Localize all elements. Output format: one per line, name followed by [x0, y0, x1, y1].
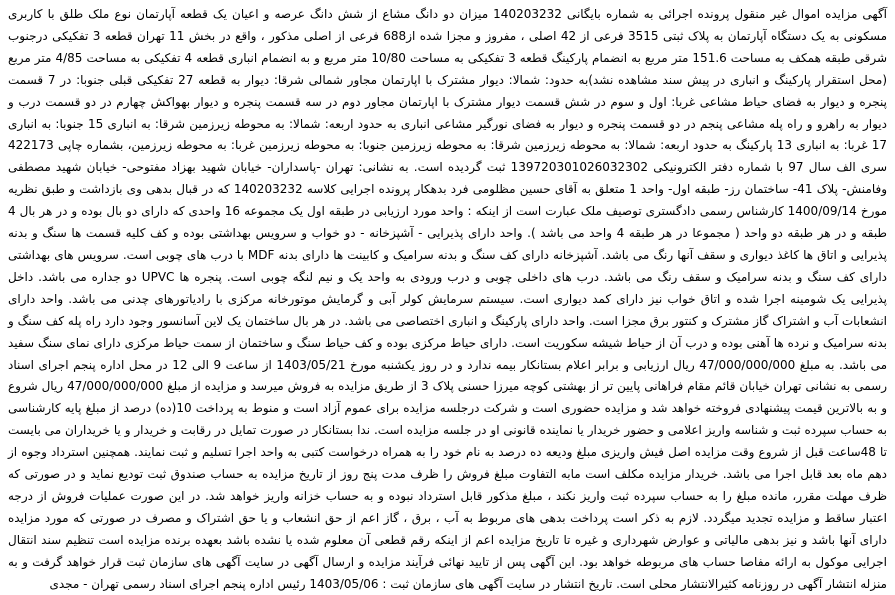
- auction-notice-text: آگهی مزایده اموال غیر منقول پرونده اجرائی به شماره بایگانی 140203232 میزان دو دانگ مشاع از شش دانگ عرصه و اعیان یک قطعه آپارتمان نوع ملک طلق با کاربری مسکونی به یک دستگاه آپارتمان به پلاک ثبتی 3515 فرعی از 42 اصلی ، مفروز و مجزا شده از688 فرعی از اصلی مذکور ، واقع در بخش 11 تهران قطعه 3 تفکیکی درجنوب شرقی طبقه همکف به مساحت 151.6 متر مربع به انضمام پارکینگ قطعه 3 تفکیکی به مساحت 10/80 متر مربع و به انضمام انباری قطعه 4 تفکیکی به مساحت 4/85 متر مربع (محل استقرار پارکینگ و انباری در پیش سند مشاهده نشد)به حدود: شمالا: دیوار مشترک با اپارتمان مجاور شمالی شرقا: دیوار به قطعه 27 تفکیکی قبلی جنوبا: در 7 قسمت پنجره و دیوار به فضای حیاط مشاعی غربا: اول و سوم در شش قسمت دیوار مشترک با اپارتمان مجاور دوم در سه قسمت پنجره و دیوار بهواکش چهارم در دو قسمت درب و دیوار به راهرو و راه پله مشاعی پنجم در دو قسمت پنجره و دیوار به فضای نورگیر مشاعی انباری به حدود اربعه: شمالا: به محوطه زیرزمین شرقا: به انباری 15 جنوبا: به انباری 17 غربا: به انباری 13 پارکینگ به حدود اربعه: شمالا: به محوطه زیرزمین شرقا: به محوطه زیرزمین جنوبا: به محوطه زیرزمین غربا: به محوطه زیرزمین، بشماره چاپی 422173 سری الف سال 97 با شماره دفتر الکترونیکی 139720301026032302 ثبت گردیده است. به نشانی: تهران -پاسداران- خیابان شهید بهزاد مفتوحی- خیابان شهید مصطفی وفامنش- پلاک 41- ساختمان رز- طبقه اول- واحد 1 متعلق به آقای حسین مظلومی فرد بدهکار پرونده اجرایی کلاسه 140203232 که در قبال بدهی وی بازداشت و طبق نظریه مورخ 1400/09/14 کارشناس رسمی دادگستری توصیف ملک عبارت است از اینکه : واحد مورد ارزیابی در طبقه اول یک مجموعه 16 واحدی که دارای دو بال بوده و در هر بال 4 طبقه و در هر طبقه دو واحد ( مجموعا در هر طبقه 4 واحد می باشد ). واحد دارای پذیرایی - آشپزخانه - دو خواب و سرویس بهداشتی بوده و کف کلیه قسمت ها سنگ و بدنه پذیرایی و اتاق ها کاغذ دیواری و سقف آنها رنگ می باشد. آشپزخانه دارای کف سنگ و بدنه سرامیک و کابینت ها دارای بدنه MDF با درب های چوبی است. سرویس های بهداشتی دارای کف سنگ و بدنه سرامیک و سقف رنگ می باشد. درب های داخلی چوبی و درب ورودی به واحد یک و نیم لنگه چوبی است. پنجره ها UPVC دو جداره می باشد. داخل پذیرایی یک شومینه اجرا شده و اتاق خواب نیز دارای کمد دیواری است. سیستم سرمایش کولر آبی و گرمایش موتورخانه مرکزی با رادیاتورهای چدنی می باشد. واحد دارای انشعابات آب و اشتراک گاز مشترک و کنتور برق مجزا است. واحد دارای پارکینگ و انباری اختصاصی می باشد. در هر بال ساختمان یک لاین آسانسور وجود دارد راه پله کف سنگ و بدنه سرامیک و نرده ها آهنی بوده و درب آن از حیاط شیشه سکوریت است. دارای حیاط مرکزی بوده و کف حیاط سنگ و ساختمان از سمت حیاط مرکزی دارای نمای سنگ سفید می باشد. به مبلغ 47/000/000/000 ریال ارزیابی و برابر اعلام بستانکار بیمه ندارد و در روز یکشنبه مورخ 1403/05/21 از ساعت 9 الی 12 در محل اداره پنجم اجرای اسناد رسمی به نشانی تهران خیابان قائم مقام فراهانی پایین تر از بهشتی کوچه میرزا حسنی پلاک 3 از طریق مزایده به فروش میرسد و مزایده از مبلغ 47/000/000/000 ریال شروع و به بالاترین قیمت پیشنهادی فروخته خواهد شد و مزایده حضوری است و شرکت درجلسه مزایده برای عموم آزاد است و منوط به پرداخت 10(ده) درصد از مبلغ پایه کارشناسی به حساب سپرده ثبت و شناسه واریز اعلامی و حضور خریدار یا نماینده قانونی او در جلسه مزایده است. ندا بستانکار در صورت تمایل در رقابت و خریدار و یا خریداران می بایست تا 48ساعت قبل از شروع وقت مزایده اصل فیش واریزی مبلغ ودیعه ده درصد به نام خود را به همراه درخواست کتبی به واحد اجرا تسلیم و ثبت نمایند. همچنین استرداد وجوه از دهم ماه بعد قابل اجرا می باشد. خریدار مزایده مکلف است مابه التفاوت مبلغ فروش را ظرف مدت پنج روز از تاریخ مزایده به حساب صندوق ثبت تودیع نماید و در صورتی که ظرف مهلت مقرر، مانده مبلغ را به حساب سپرده ثبت واریز نکند ، مبلغ مذکور قابل استرداد نبوده و به حساب خزانه واریز خواهد شد. در این صورت عملیات فروش از درجه اعتبار ساقط و مزایده تجدید میگردد. لازم به ذکر است پرداخت بدهی های مربوط به آب ، برق ، گاز اعم از حق انشعاب و یا حق اشتراک و مصرف در صورتی که مورد مزایده دارای آنها باشد و نیز بدهی مالیاتی و عوارض شهرداری و غیره تا تاریخ مزایده اعم از اینکه رقم قطعی آن معلوم شده یا نشده باشد بعهده برنده مزایده است تنظیم سند انتقال اجرایی موکول به ارائه مفاصا حساب های مربوطه خواهد بود. این آگهی پس از تایید نهائی فرآیند مزایده و ارسال آگهی در سایت آگهی های سازمان ثبت قرار خواهد گرفت و به منزله انتشار آگهی در روزنامه کثیرالانتشار محلی است. تاریخ انتشار در سایت آگهی های سازمان ثبت : 1403/05/06 رئیس اداره پنجم اجرای اسناد رسمی تهران - مجدی: [8, 7, 888, 591]
